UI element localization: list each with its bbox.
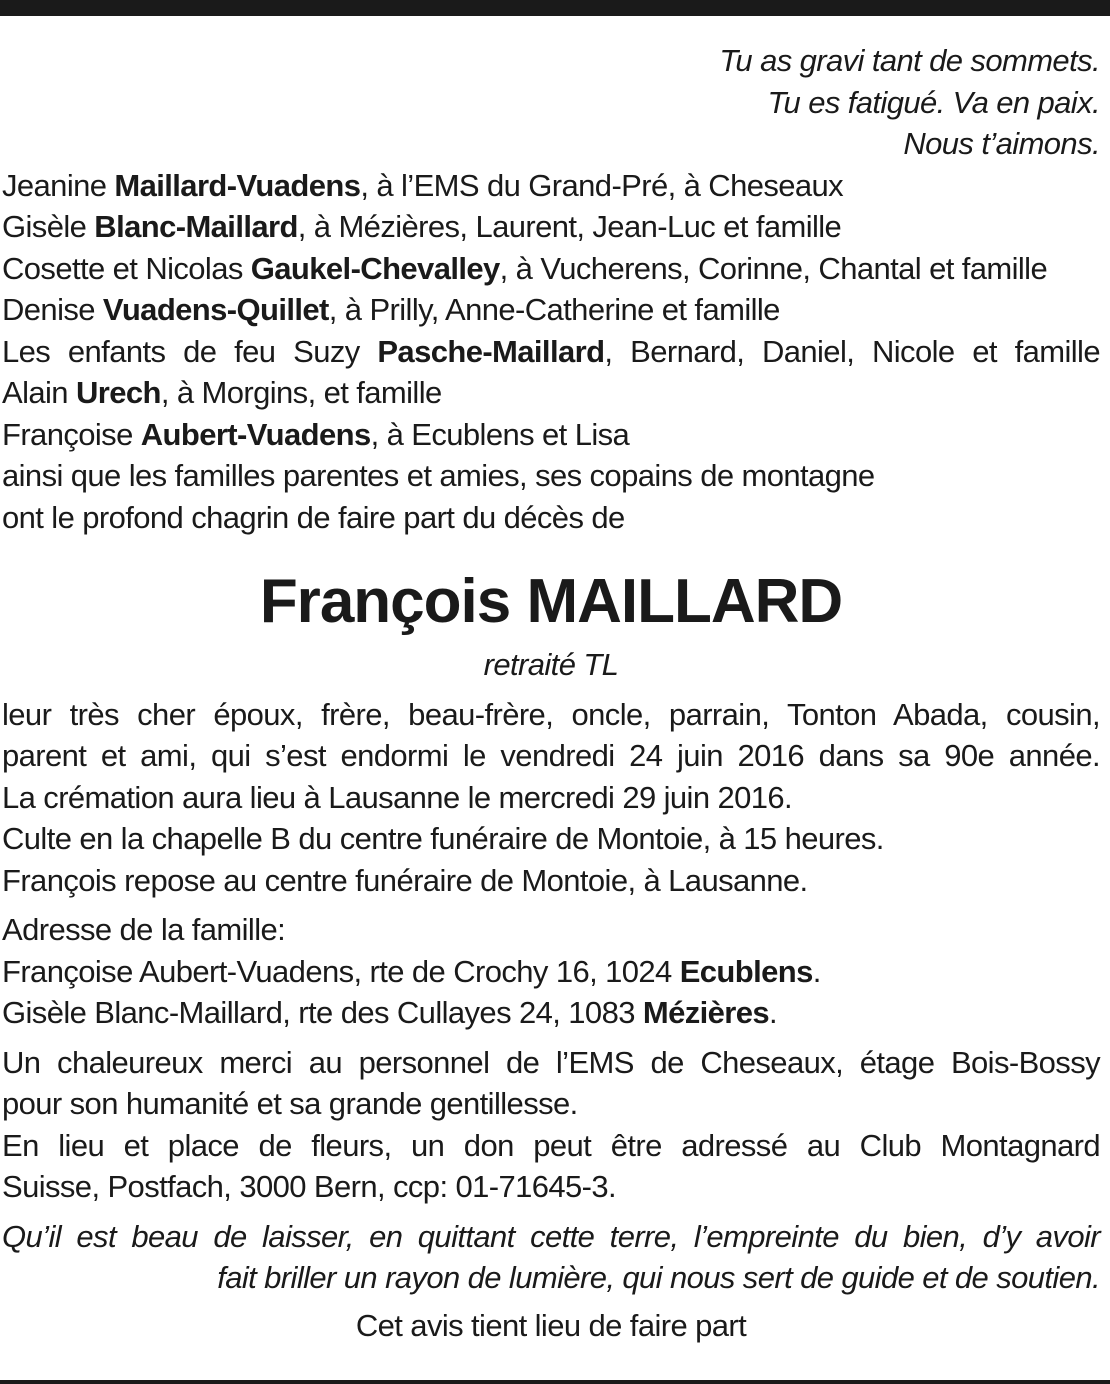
address-line [2, 992, 1100, 1034]
top-border-bar [0, 0, 1110, 16]
opening-poem [2, 40, 1100, 165]
closing-note: Cet avis tient lieu de faire part [355, 1307, 747, 1343]
family-given-name: Alain [2, 375, 76, 410]
family-surname: Urech [75, 375, 161, 410]
family-details: , à Mézières, Laurent, Jean-Luc et famille [297, 209, 842, 244]
intro-line: ont le profond chagrin de faire part du décès de [2, 499, 625, 535]
family-given-name: Denise [2, 292, 103, 327]
thanks-line: En lieu et place de fleurs, un don peut être adressé au Club Montagnard [2, 1127, 1100, 1163]
poem-line: Nous t’aimons. [903, 126, 1100, 161]
family-details: , Bernard, Daniel, Nicole et famille [604, 333, 1100, 369]
address-city: Ecublens [679, 953, 813, 989]
address-street: Françoise Aubert-Vuadens, rte de Crochy 16, 1024 [2, 953, 680, 989]
deceased-name: François MAILLARD [259, 567, 843, 636]
family-surname: Vuadens-Quillet [102, 292, 329, 327]
family-line [2, 331, 1100, 373]
family-given-name: Cosette et Nicolas [2, 250, 251, 286]
address-punct: . [812, 953, 821, 989]
quote-line: fait briller un rayon de lumière, qui nous sert de guide et de soutien. [217, 1260, 1100, 1295]
announcement-body [2, 694, 1100, 902]
family-given-name: Les enfants de feu Suzy [2, 333, 378, 369]
family-given-name: Jeanine [2, 167, 115, 203]
deceased-title: retraité TL [483, 647, 619, 682]
bottom-border-rule [0, 1380, 1110, 1384]
family-line [2, 248, 1100, 290]
quote-line: Qu’il est beau de laisser, en quittant cette terre, l’empreinte du bien, d’y avoir [2, 1218, 1100, 1254]
obituary-notice [2, 40, 1100, 1346]
family-surname: Maillard-Vuadens [114, 167, 361, 203]
family-surname: Pasche-Maillard [377, 333, 605, 369]
family-line [2, 414, 1100, 456]
family-line [2, 165, 1100, 207]
body-line: Culte en la chapelle B du centre funéraire de Montoie, à 15 heures. [2, 821, 884, 856]
body-line: La crémation aura lieu à Lausanne le mercredi 29 juin 2016. [2, 779, 793, 815]
family-details: , à Morgins, et famille [160, 375, 442, 410]
thanks-line: pour son humanité et sa grande gentillesse. [2, 1086, 578, 1121]
body-line: leur très cher époux, frère, beau-frère, oncle, parrain, Tonton Abada, cousin, [2, 696, 1100, 732]
thanks-line: Un chaleureux merci au personnel de l’EMS de Cheseaux, étage Bois-Bossy [2, 1044, 1100, 1080]
family-surname: Aubert-Vuadens [140, 416, 371, 452]
address-street: Gisèle Blanc-Maillard, rte des Cullayes 24, 1083 [2, 995, 643, 1030]
family-details: , à l’EMS du Grand-Pré, à Cheseaux [360, 167, 844, 203]
poem-line: Tu es fatigué. Va en paix. [767, 84, 1100, 120]
poem-line: Tu as gravi tant de sommets. [719, 43, 1100, 78]
address-heading: Adresse de la famille: [2, 912, 286, 947]
intro-line: ainsi que les familles parentes et amies, ses copains de montagne [2, 458, 875, 493]
family-list [2, 165, 1100, 539]
family-given-name: Gisèle [2, 209, 95, 244]
address-line [2, 951, 1100, 993]
family-line [2, 372, 1100, 414]
family-surname: Gaukel-Chevalley [250, 250, 500, 286]
family-details: , à Vucherens, Corinne, Chantal et famille [499, 250, 1048, 286]
family-details: , à Ecublens et Lisa [370, 416, 630, 452]
family-details: , à Prilly, Anne-Catherine et famille [328, 292, 780, 327]
family-given-name: Françoise [2, 416, 141, 452]
address-punct: . [769, 995, 778, 1030]
closing-quote [2, 1216, 1100, 1299]
family-address [2, 909, 1100, 1034]
family-line [2, 289, 1100, 331]
address-city: Mézières [642, 995, 770, 1030]
family-line [2, 206, 1100, 248]
thanks-section [2, 1042, 1100, 1208]
body-line: François repose au centre funéraire de Montoie, à Lausanne. [2, 862, 808, 898]
thanks-line: Suisse, Postfach, 3000 Bern, ccp: 01-71645-3. [2, 1169, 617, 1204]
family-surname: Blanc-Maillard [94, 209, 298, 244]
body-line: parent et ami, qui s’est endormi le vendredi 24 juin 2016 dans sa 90e année. [2, 738, 1100, 773]
